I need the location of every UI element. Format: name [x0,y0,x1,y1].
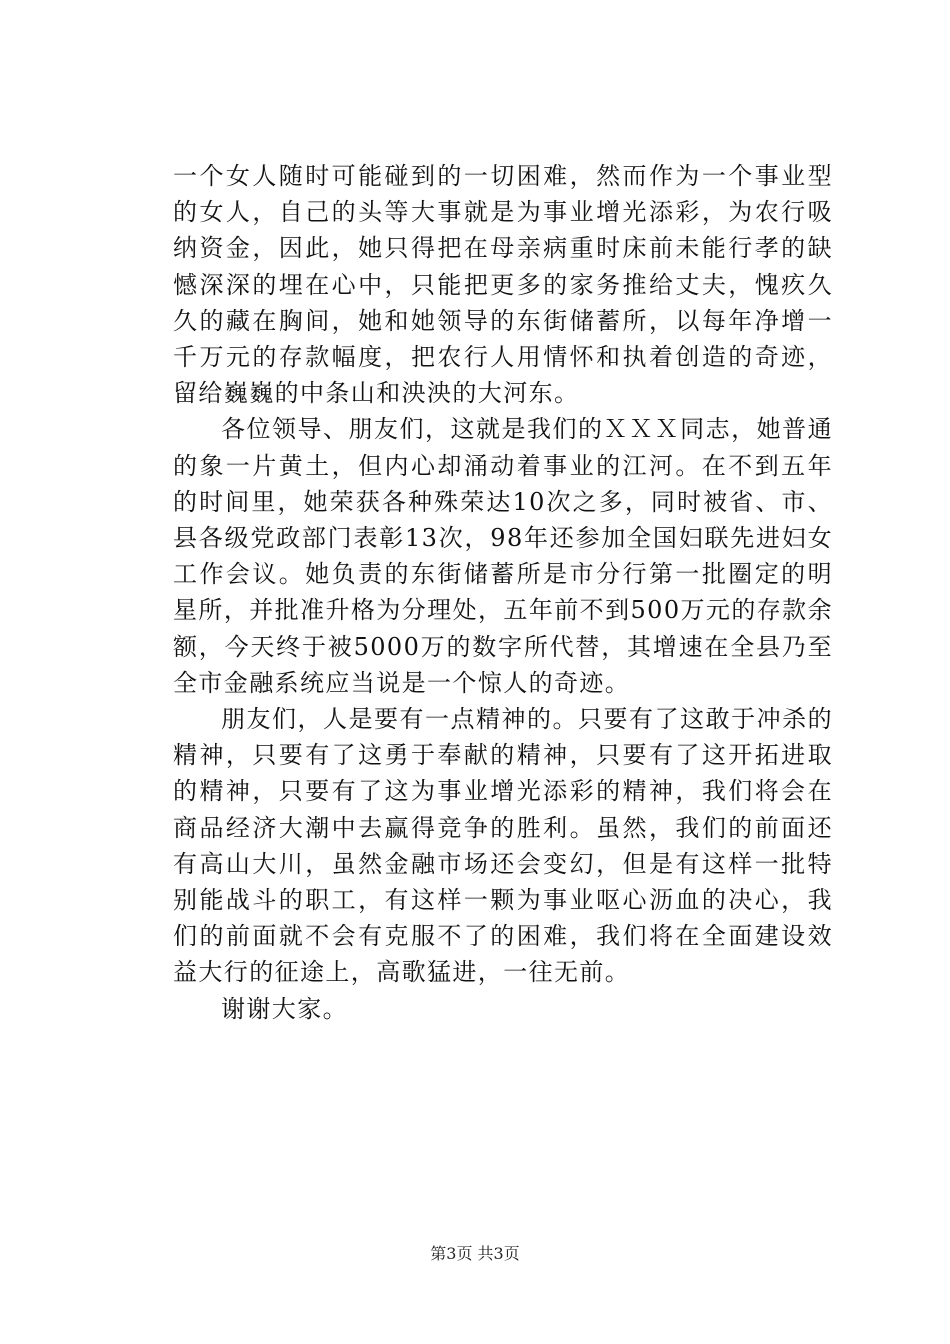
document-body [173,158,833,1027]
paragraph-thanks: 谢谢大家。 [221,994,348,1023]
paragraph-xxx-achievements: 各位领导、朋友们，这就是我们的ＸＸＸ同志，她普通的象一片黄土，但内心却涌动着事业的江河。在不到五年的时间里，她荣获各种殊荣达10次之多，同时被省、市、县各级党政部门表彰13次，98年还参加全国妇联先进妇女工作会议。她负责的东街储蓄所是市分行第一批圈定的明星所，并批准升格为分理处，五年前不到500万元的存款余额，今天终于被5000万的数字所代替，其增速在全县乃至全市金融系统应当说是一个惊人的奇迹。 [173,415,833,697]
paragraph-continuation: 一个女人随时可能碰到的一切困难，然而作为一个事业型的女人，自己的头等大事就是为事业增光添彩，为农行吸纳资金，因此，她只得把在母亲病重时床前未能行孝的缺憾深深的埋在心中，只能把更多的家务推给丈夫，愧疚久久的藏在胸间，她和她领导的东街储蓄所，以每年净增一千万元的存款幅度，把农行人用情怀和执着创造的奇迹，留给巍巍的中条山和泱泱的大河东。 [173,162,833,408]
paragraph-spirit: 朋友们，人是要有一点精神的。只要有了这敢于冲杀的精神，只要有了这勇于奉献的精神，只要有了这开拓进取的精神，只要有了这为事业增光添彩的精神，我们将会在商品经济大潮中去赢得竞争的胜利。虽然，我们的前面还有高山大川，虽然金融市场还会变幻，但是有这样一批特别能战斗的职工，有这样一颗为事业呕心沥血的决心，我们的前面就不会有克服不了的困难，我们将在全面建设效益大行的征途上，高歌猛进，一往无前。 [173,705,833,987]
page-number-footer: 第3页 共3页 [430,1244,520,1263]
